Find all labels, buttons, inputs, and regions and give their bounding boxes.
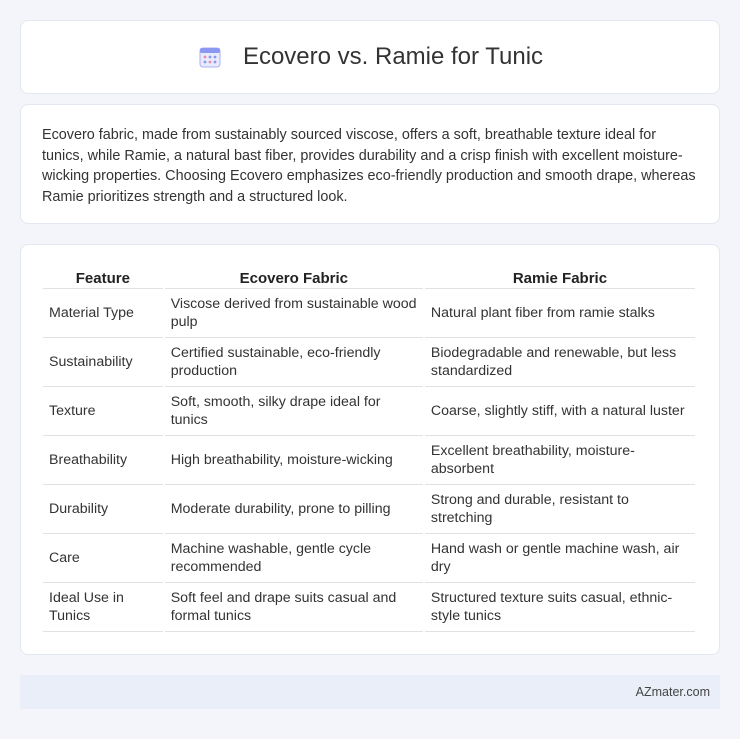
ecovero-cell: Soft feel and drape suits casual and formal tunics <box>165 583 423 632</box>
comparison-table <box>41 265 697 632</box>
feature-cell: Durability <box>43 485 163 534</box>
footer-brand: AZmater.com <box>635 685 710 699</box>
table-header-row <box>43 265 695 289</box>
table-row <box>43 338 695 387</box>
table-row <box>43 534 695 583</box>
table-row <box>43 583 695 632</box>
ecovero-cell: Moderate durability, prone to pilling <box>165 485 423 534</box>
footer-bar <box>20 675 720 709</box>
ecovero-cell: Viscose derived from sustainable wood pulp <box>165 289 423 338</box>
feature-cell: Care <box>43 534 163 583</box>
title-wrap <box>197 43 543 71</box>
ecovero-cell: Machine washable, gentle cycle recommended <box>165 534 423 583</box>
page-title: Ecovero vs. Ramie for Tunic <box>242 43 544 70</box>
feature-cell: Sustainability <box>43 338 163 387</box>
comparison-card <box>20 244 720 655</box>
table-row <box>43 485 695 534</box>
ecovero-cell: Soft, smooth, silky drape ideal for tunics <box>165 387 423 436</box>
feature-cell: Ideal Use in Tunics <box>43 583 163 632</box>
ramie-cell: Strong and durable, resistant to stretching <box>425 485 695 534</box>
header-ecovero: Ecovero Fabric <box>165 265 423 289</box>
ramie-cell: Biodegradable and renewable, but less standardized <box>425 338 695 387</box>
table-row <box>43 387 695 436</box>
header-ramie: Ramie Fabric <box>425 265 695 289</box>
feature-cell: Material Type <box>43 289 163 338</box>
ramie-cell: Natural plant fiber from ramie stalks <box>425 289 695 338</box>
header-feature: Feature <box>43 265 163 289</box>
ramie-cell: Coarse, slightly stiff, with a natural luster <box>425 387 695 436</box>
ramie-cell: Hand wash or gentle machine wash, air dry <box>425 534 695 583</box>
ecovero-cell: High breathability, moisture-wicking <box>165 436 423 485</box>
ramie-cell: Structured texture suits casual, ethnic-style tunics <box>425 583 695 632</box>
feature-cell: Texture <box>43 387 163 436</box>
feature-cell: Breathability <box>43 436 163 485</box>
table-row <box>43 436 695 485</box>
ramie-cell: Excellent breathability, moisture-absorbent <box>425 436 695 485</box>
intro-card <box>20 104 720 224</box>
ecovero-cell: Certified sustainable, eco-friendly production <box>165 338 423 387</box>
calendar-icon <box>197 44 223 70</box>
intro-paragraph: Ecovero fabric, made from sustainably sourced viscose, offers a soft, breathable texture ideal for tunics, while Ramie, a natural bast fiber, provides durability and a crisp finish with excellent moisture-wicking properties. Choosing Ecovero emphasizes eco-friendly production and smooth drape, whereas Ramie prioritizes strength and a structured look. <box>42 127 696 205</box>
table-row <box>43 289 695 338</box>
title-card <box>20 20 720 94</box>
